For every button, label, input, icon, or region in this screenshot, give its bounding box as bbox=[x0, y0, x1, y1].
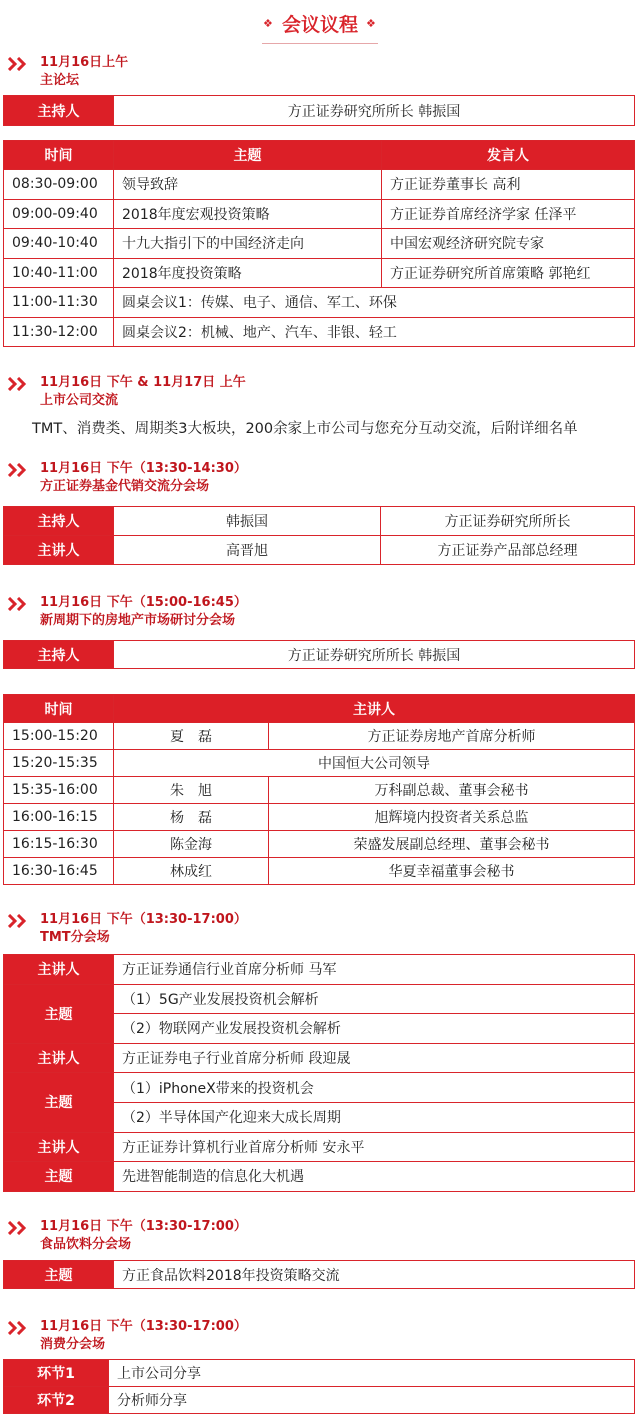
table-row bbox=[4, 1360, 635, 1387]
table-row bbox=[4, 317, 635, 347]
time-cell: 16:30-16:45 bbox=[4, 858, 114, 885]
title-underline bbox=[262, 43, 378, 44]
topic-value: （2）半导体国产化迎来大成长周期 bbox=[114, 1102, 635, 1132]
section-date: 11月16日 下午（13:30-14:30） bbox=[40, 461, 247, 476]
time-cell: 16:00-16:15 bbox=[4, 804, 114, 831]
time-cell: 08:30-09:00 bbox=[4, 170, 114, 200]
real-estate-schedule-table bbox=[3, 694, 635, 885]
table-row bbox=[4, 258, 635, 288]
role-label: 主持人 bbox=[4, 507, 114, 536]
column-header: 时间 bbox=[4, 141, 114, 170]
section-date: 11月16日 下午 & 11月17日 上午 bbox=[40, 375, 246, 390]
table-row bbox=[4, 288, 635, 318]
role-label: 主讲人 bbox=[4, 536, 114, 565]
section-name: 新周期下的房地产市场研讨分会场 bbox=[40, 613, 236, 628]
table-row bbox=[4, 1132, 635, 1162]
person-name: 高晋旭 bbox=[114, 536, 381, 565]
table-row bbox=[4, 750, 635, 777]
table-row bbox=[4, 804, 635, 831]
person-title: 中国恒大公司领导 bbox=[114, 750, 635, 777]
topic-cell: 2018年度投资策略 bbox=[114, 258, 382, 288]
food-beverage-table bbox=[3, 1260, 635, 1289]
person-name: 林成红 bbox=[114, 858, 269, 885]
diamond-right-icon: ❖ bbox=[366, 17, 376, 30]
topic-value: （2）物联网产业发展投资机会解析 bbox=[114, 1014, 635, 1044]
section-name: 食品饮料分会场 bbox=[40, 1237, 132, 1252]
double-chevron-icon bbox=[8, 597, 28, 611]
double-chevron-icon bbox=[8, 914, 28, 928]
table-row bbox=[4, 1073, 635, 1103]
section-name: 上市公司交流 bbox=[40, 393, 119, 408]
topic-value: （1）5G产业发展投资机会解析 bbox=[114, 984, 635, 1014]
topic-label: 主题 bbox=[4, 984, 114, 1043]
table-row bbox=[4, 1261, 635, 1289]
segment-value: 上市公司分享 bbox=[109, 1360, 635, 1387]
time-cell: 10:40-11:00 bbox=[4, 258, 114, 288]
fund-sales-table bbox=[3, 506, 635, 565]
double-chevron-icon bbox=[8, 57, 28, 71]
segment-label: 环节1 bbox=[4, 1360, 109, 1387]
time-cell: 11:00-11:30 bbox=[4, 288, 114, 318]
topic-value: 方正食品饮料2018年投资策略交流 bbox=[114, 1261, 635, 1289]
section-date: 11月16日 下午（13:30-17:00） bbox=[40, 912, 247, 927]
page-title: 会议议程 bbox=[281, 14, 358, 36]
time-cell: 15:20-15:35 bbox=[4, 750, 114, 777]
speaker-cell: 方正证券研究所首席策略 郭艳红 bbox=[382, 258, 635, 288]
topic-label: 主题 bbox=[4, 1162, 114, 1192]
section-date: 11月16日上午 bbox=[40, 55, 129, 70]
section-name: 消费分会场 bbox=[40, 1337, 106, 1352]
time-cell: 15:00-15:20 bbox=[4, 723, 114, 750]
column-header: 主题 bbox=[114, 141, 382, 170]
table-row bbox=[4, 1387, 635, 1414]
speaker-cell: 方正证券首席经济学家 任泽平 bbox=[382, 199, 635, 229]
speaker-value: 方正证券计算机行业首席分析师 安永平 bbox=[114, 1132, 635, 1162]
double-chevron-icon bbox=[8, 1321, 28, 1335]
column-header: 主讲人 bbox=[114, 695, 635, 723]
person-name: 朱 旭 bbox=[114, 777, 269, 804]
host-label: 主持人 bbox=[4, 96, 114, 126]
speaker-value: 方正证券电子行业首席分析师 段迎晟 bbox=[114, 1043, 635, 1073]
topic-cell: 圆桌会议1：传媒、电子、通信、军工、环保 bbox=[114, 288, 635, 318]
main-forum-schedule-table bbox=[3, 140, 635, 347]
person-title: 方正证券房地产首席分析师 bbox=[269, 723, 635, 750]
main-forum-host-table bbox=[3, 95, 635, 126]
segment-label: 环节2 bbox=[4, 1387, 109, 1414]
speaker-label: 主讲人 bbox=[4, 955, 114, 985]
speaker-label: 主讲人 bbox=[4, 1132, 114, 1162]
column-header: 发言人 bbox=[382, 141, 635, 170]
section-name: TMT分会场 bbox=[40, 930, 110, 945]
table-row bbox=[4, 199, 635, 229]
speaker-cell: 方正证券董事长 高利 bbox=[382, 170, 635, 200]
double-chevron-icon bbox=[8, 377, 28, 391]
person-title: 方正证券产品部总经理 bbox=[381, 536, 635, 565]
section-date: 11月16日 下午（15:00-16:45） bbox=[40, 595, 247, 610]
segment-value: 分析师分享 bbox=[109, 1387, 635, 1414]
person-name: 夏 磊 bbox=[114, 723, 269, 750]
double-chevron-icon bbox=[8, 463, 28, 477]
page-header bbox=[0, 0, 640, 46]
table-row bbox=[4, 507, 635, 536]
table-row bbox=[4, 955, 635, 985]
person-title: 旭辉境内投资者关系总监 bbox=[269, 804, 635, 831]
section-name: 主论坛 bbox=[40, 73, 80, 88]
table-row bbox=[4, 831, 635, 858]
table-row bbox=[4, 536, 635, 565]
table-row bbox=[4, 170, 635, 200]
topic-cell: 圆桌会议2：机械、地产、汽车、非银、轻工 bbox=[114, 317, 635, 347]
section-date: 11月16日 下午（13:30-17:00） bbox=[40, 1319, 247, 1334]
column-header: 时间 bbox=[4, 695, 114, 723]
person-title: 荣盛发展副总经理、董事会秘书 bbox=[269, 831, 635, 858]
listed-companies-description: TMT、消费类、周期类3大板块，200余家上市公司与您充分互动交流，后附详细名单 bbox=[32, 421, 578, 437]
topic-cell: 领导致辞 bbox=[114, 170, 382, 200]
person-title: 方正证券研究所所长 bbox=[381, 507, 635, 536]
topic-label: 主题 bbox=[4, 1261, 114, 1289]
table-row bbox=[4, 229, 635, 259]
table-row bbox=[4, 777, 635, 804]
consumer-table bbox=[3, 1359, 635, 1414]
table-row bbox=[4, 1043, 635, 1073]
table-row bbox=[4, 1162, 635, 1192]
double-chevron-icon bbox=[8, 1221, 28, 1235]
person-title: 万科副总裁、董事会秘书 bbox=[269, 777, 635, 804]
person-name: 杨 磊 bbox=[114, 804, 269, 831]
speaker-cell: 中国宏观经济研究院专家 bbox=[382, 229, 635, 259]
time-cell: 16:15-16:30 bbox=[4, 831, 114, 858]
diamond-left-icon: ❖ bbox=[263, 17, 273, 30]
host-label: 主持人 bbox=[4, 641, 114, 669]
topic-label: 主题 bbox=[4, 1073, 114, 1132]
table-row bbox=[4, 723, 635, 750]
topic-cell: 2018年度宏观投资策略 bbox=[114, 199, 382, 229]
section-name: 方正证券基金代销交流分会场 bbox=[40, 479, 210, 494]
table-row bbox=[4, 984, 635, 1014]
topic-value: 先进智能制造的信息化大机遇 bbox=[114, 1162, 635, 1192]
host-value: 方正证券研究所所长 韩振国 bbox=[114, 96, 635, 126]
section-date: 11月16日 下午（13:30-17:00） bbox=[40, 1219, 247, 1234]
speaker-value: 方正证券通信行业首席分析师 马军 bbox=[114, 955, 635, 985]
time-cell: 09:00-09:40 bbox=[4, 199, 114, 229]
host-value: 方正证券研究所所长 韩振国 bbox=[114, 641, 635, 669]
real-estate-host-table bbox=[3, 640, 635, 669]
time-cell: 15:35-16:00 bbox=[4, 777, 114, 804]
person-name: 陈金海 bbox=[114, 831, 269, 858]
tmt-table bbox=[3, 954, 635, 1192]
topic-value: （1）iPhoneX带来的投资机会 bbox=[114, 1073, 635, 1103]
speaker-label: 主讲人 bbox=[4, 1043, 114, 1073]
topic-cell: 十九大指引下的中国经济走向 bbox=[114, 229, 382, 259]
person-name: 韩振国 bbox=[114, 507, 381, 536]
person-title: 华夏幸福董事会秘书 bbox=[269, 858, 635, 885]
time-cell: 11:30-12:00 bbox=[4, 317, 114, 347]
table-row bbox=[4, 858, 635, 885]
time-cell: 09:40-10:40 bbox=[4, 229, 114, 259]
